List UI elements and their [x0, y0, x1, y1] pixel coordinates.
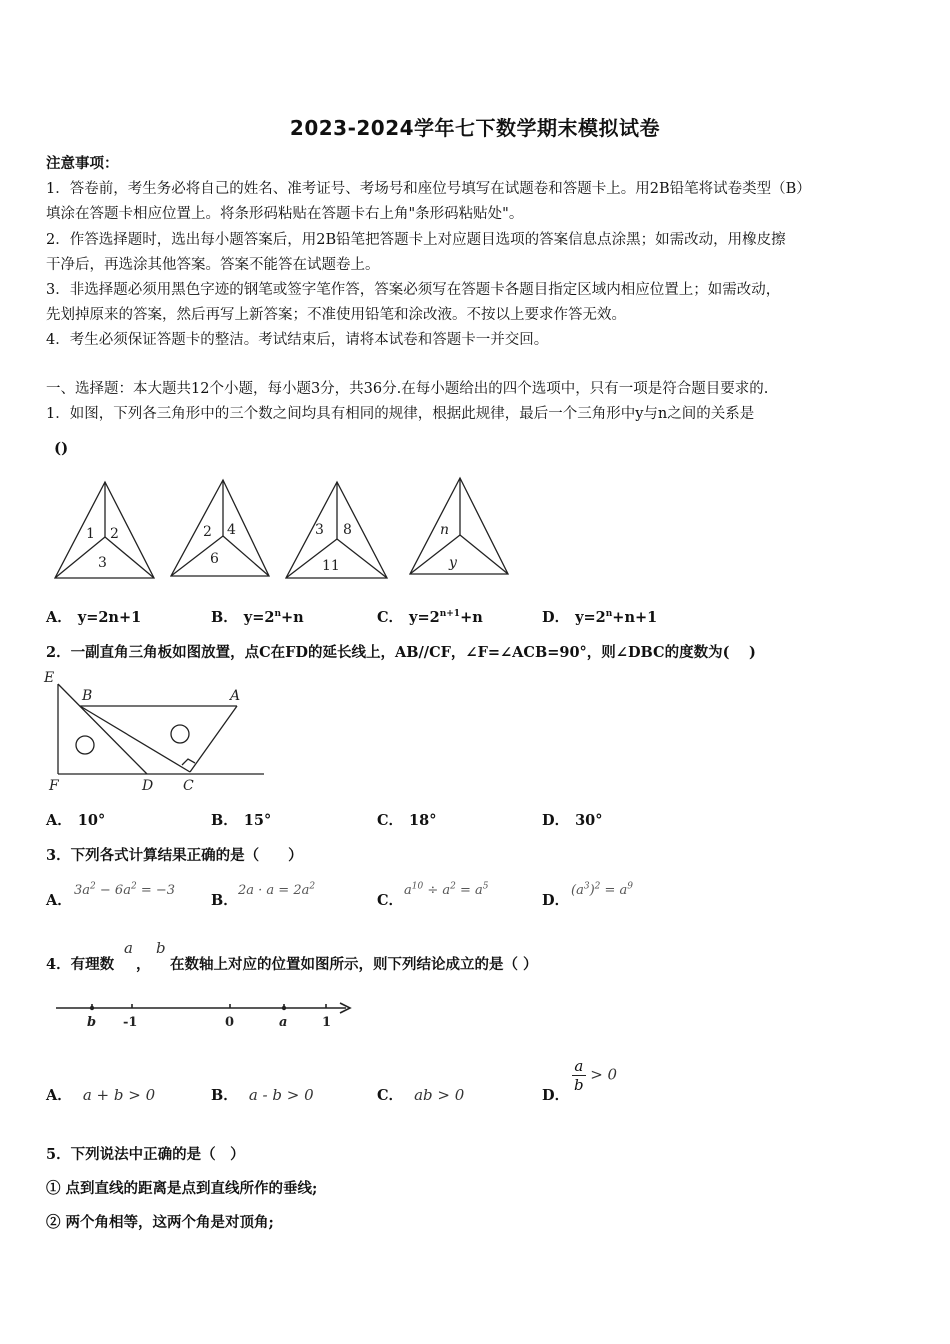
option-label: A． [46, 812, 72, 829]
q1-option-d[interactable] [542, 606, 657, 627]
notes-line: 干净后，再选涂其他答案。答案不能答在试题卷上。 [46, 257, 380, 273]
option-label: C． [377, 812, 404, 829]
option-label: A． [46, 892, 72, 909]
axis-label-neg1: -1 [123, 1015, 138, 1030]
notes-line: 先划掉原来的答案，然后再写上新答案；不准使用铅笔和涂改液。不按以上要求作答无效。 [46, 307, 626, 323]
option-label: D． [542, 1087, 570, 1104]
q2-option-a[interactable] [46, 809, 105, 830]
q1-option-a[interactable] [46, 606, 141, 627]
tri4-left: n [440, 522, 450, 538]
q5-stem: 5．下列说法中正确的是（ ） [46, 1146, 245, 1163]
option-label: B． [211, 1087, 238, 1104]
notes-line: 4．考生必须保证答题卡的整洁。考试结束后，请将本试卷和答题卡一并交回。 [46, 332, 549, 348]
option-text: 30° [575, 812, 603, 829]
notes-heading: 注意事项： [46, 155, 119, 172]
q4-option-a[interactable] [46, 1084, 155, 1105]
option-sup: n [605, 609, 613, 620]
label-a: A [230, 688, 241, 704]
option-text: y=2 [243, 609, 275, 626]
tri2-bottom: 6 [210, 551, 219, 567]
option-text: 18° [409, 812, 437, 829]
tri1-right: 2 [110, 526, 119, 542]
notes-line: 3．非选择题必须用黑色字迹的钢笔或签字笔作答，答案必须写在答题卡各题目指定区域内相应位置上；如需改动， [46, 282, 781, 298]
option-sup: n+1 [439, 609, 461, 620]
label-d: D [142, 778, 154, 794]
triangle-2 [171, 480, 269, 576]
q2-option-c[interactable] [377, 809, 436, 830]
q4-number-line [50, 996, 360, 1032]
q4-option-d[interactable] [542, 1084, 575, 1105]
option-text: y=2 [409, 609, 440, 626]
label-b: B [82, 688, 93, 704]
option-label: C． [377, 1087, 404, 1104]
q2-stem: 2．一副直角三角板如图放置，点C在FD的延长线上，AB//CF，∠F=∠ACB=90°，则∠DBC的度数为( ) [46, 644, 756, 661]
option-label: D． [542, 609, 570, 626]
option-text: y=2 [575, 609, 606, 626]
q3-option-a-expr: $3a^2 - 6a^2 = -3$ [74, 881, 176, 898]
triangle-4 [410, 478, 508, 574]
page-title: 2023-2024学年七下数学期末模拟试卷 [289, 116, 661, 140]
q4-option-b[interactable] [211, 1084, 314, 1105]
q3-option-c-expr: $a^{10} \div a^2 = a^5$ [404, 881, 489, 898]
tri3-bottom: 11 [322, 558, 340, 574]
option-label: B． [211, 609, 238, 626]
q5-item: ② 两个角相等，这两个角是对顶角; [46, 1214, 274, 1231]
label-e: E [44, 670, 55, 686]
option-text: y=2n+1 [77, 609, 142, 626]
section-heading: 一、选择题：本大题共12个小题，每小题3分，共36分.在每小题给出的四个选项中，只有一项是符合题目要求的. [46, 381, 769, 397]
q3-stem: 3．下列各式计算结果正确的是（ ） [46, 847, 303, 864]
option-label: D． [542, 892, 570, 909]
option-label: B． [211, 892, 238, 909]
tri2-left: 2 [203, 524, 212, 540]
q3-option-a[interactable] [46, 889, 78, 910]
q4-stem-a: 4．有理数 [46, 956, 115, 973]
tri3-left: 3 [315, 522, 324, 538]
q3-option-d-expr: $(a^3)^2 = a^9$ [571, 881, 634, 898]
notes-line: 填涂在答题卡相应位置上。将条形码粘贴在答题卡右上角"条形码粘贴处"。 [46, 206, 524, 222]
option-text: +n [460, 609, 483, 626]
axis-label-b: b [87, 1015, 97, 1030]
axis-label-0: 0 [225, 1015, 235, 1030]
option-label: A． [46, 1087, 72, 1104]
option-sup: n [274, 609, 281, 620]
option-text: +n [280, 609, 304, 626]
axis-label-1: 1 [322, 1015, 332, 1030]
tri1-left: 1 [86, 526, 95, 542]
q1-stem: 1．如图，下列各三角形中的三个数之间均具有相同的规律，根据此规律，最后一个三角形中y与n之间的关系是 [46, 406, 755, 422]
tri1-bottom: 3 [98, 555, 107, 571]
q1-paren: () [54, 439, 69, 457]
q2-option-b[interactable] [211, 809, 271, 830]
q3-option-b-expr: $2a \cdot a = 2a^2$ [238, 881, 316, 898]
notes-line: 2．作答选择题时，选出每小题答案后，用2B铅笔把答题卡上对应题目选项的答案信息点涂黑；如需改动，用橡皮擦 [46, 232, 786, 248]
option-text: a - b > 0 [248, 1086, 314, 1104]
q1-triangles-figure [50, 472, 520, 584]
option-text: +n+1 [612, 609, 658, 626]
option-label: B． [211, 812, 238, 829]
q2-figure [42, 668, 272, 794]
label-c: C [183, 778, 194, 794]
q4-option-d-expr: $\frac{a}{b}$ > 0 [574, 1057, 618, 1094]
tri3-right: 8 [343, 522, 352, 538]
option-label: C． [377, 892, 404, 909]
option-label: D． [542, 812, 570, 829]
option-text: 15° [243, 812, 272, 829]
label-f: F [49, 778, 59, 794]
option-text: 10° [77, 812, 106, 829]
option-label: C． [377, 609, 404, 626]
option-text: ab > 0 [414, 1086, 465, 1104]
tri4-bottom: y [449, 555, 457, 571]
q4-comma: ， [136, 956, 151, 973]
q1-option-c[interactable] [377, 606, 483, 627]
option-label: A． [46, 609, 72, 626]
option-text: a + b > 0 [82, 1086, 156, 1104]
notes-line: 1．答卷前，考生务必将自己的姓名、准考证号、考场号和座位号填写在试题卷和答题卡上。用2B铅笔将试卷类型（B） [46, 181, 811, 197]
q2-option-d[interactable] [542, 809, 603, 830]
q4-stem-b: 在数轴上对应的位置如图所示，则下列结论成立的是（ ） [170, 956, 538, 973]
q1-option-b[interactable] [211, 606, 304, 627]
axis-label-a: a [279, 1015, 288, 1030]
q4-var-a: a [124, 939, 133, 957]
fraction: $\frac{a}{b}$ [574, 1057, 584, 1094]
tri2-right: 4 [227, 522, 236, 538]
q4-option-c[interactable] [377, 1084, 464, 1105]
q4-var-b: b [156, 939, 166, 957]
q5-item: ① 点到直线的距离是点到直线所作的垂线; [46, 1180, 318, 1197]
